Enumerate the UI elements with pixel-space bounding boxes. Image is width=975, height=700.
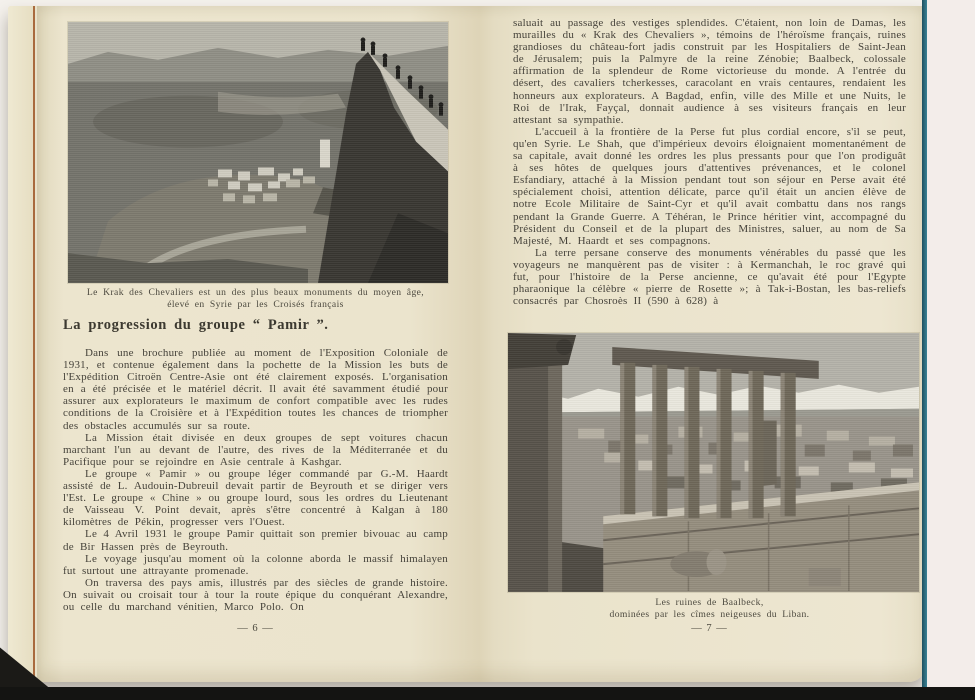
krak-photo-art (68, 22, 448, 283)
caption-line: Le Krak des Chevaliers est un des plus beaux monuments du moyen âge, (86, 287, 425, 298)
paragraph: L'accueil à la frontière de la Perse fut plus cordial encore, s'il se peut, qu'en Syrie. Le Shah, que d'impérieux devoirs éloignaient momentanément de sa capitale, avait donné les ordres les plus pressants pour que l'on prodiguât à ses hôtes de quelques jours d'attentives prévenances, et le colonel Esfandiary, attaché à la Mission pendant tout son séjour en Perse avait été spécialement choisi, attention délicate, parce qu'il était un ancien élève de notre Ecole Militaire de Saint-Cyr et qu'il avait combattu dans nos rangs pendant la Grande Guerre. A Téhéran, le Prince héritier vint, accompagné du Président du Conseil et de la plupart des Ministres, saluer, au nom de Sa Majesté, M. Haardt et ses compagnons. (513, 125, 906, 247)
caption-line: Les ruines de Baalbeck, (655, 597, 764, 608)
right-photo-caption (513, 597, 906, 620)
left-photo-caption (63, 287, 448, 310)
right-page-body (513, 17, 906, 329)
paragraph: saluait au passage des vestiges splendides. C'étaient, non loin de Damas, les murailles du « Krak des Chevaliers », témoins de l'héroïsme français, ruines grandioses du château-fort jadis construit par les Hospitaliers de Saint-Jean de Jérusalem; puis la Palmyre de la reine Zénobie; Baalbeck, colossale affirmation de la splendeur de Rome victorieuse du monde. A l'entrée du désert, des cavaliers tcherkesses, caracolant en vrais centaures, rendaient les honneurs aux explorateurs. A Bagdad, enfin, ville des Mille et une Nuits, le Roi de l'Irak, Fayçal, donnait audience à ses visiteurs français en leur attestant sa sympathie. (513, 17, 906, 126)
paragraph: La Mission était divisée en deux groupes de sept voitures chacun marchant l'un au devant de l'autre, des rives de la Méditerranée et du Pacifique pour se rejoindre en Asie centrale à Kashgar. (63, 431, 448, 468)
section-heading: La progression du groupe “ Pamir ”. (63, 317, 329, 333)
paragraph: Le 4 Avril 1931 le groupe Pamir quittait son premier bivouac au camp de Bir Hassen près de Beyrouth. (63, 528, 448, 553)
left-page-body (63, 347, 448, 621)
paragraph: La terre persane conserve des monuments vénérables du passé que les voyageurs ne manquèrent pas de visiter : à Kermanchah, le roc gravé qui fut, pour l'histoire de la Perse ancienne, ce qu'avait été pour l'Egypte pharaonique la célèbre « pierre de Rosette »; à Tak-i-Bostan, les bas-reliefs consacrés par Chosroès II (590 à 628) à (513, 246, 906, 308)
page-number-left: — 6 — (237, 623, 274, 634)
caption-line: dominées par les cîmes neigeuses du Liban. (609, 608, 810, 620)
page-number-right: — 7 — (691, 623, 728, 634)
paragraph: Le groupe « Pamir » ou groupe léger commandé par G.-M. Haardt assisté de L. Audouin-Dubreuil devait partir de Beyrouth et se diriger vers l'Est. Le groupe « Chine » ou groupe lourd, sous les ordres du Lieutenant de Vaisseau V. Point devait, après s'être concentré à Kalgan à 180 kilomètres de Pékin, progresser vers l'Ouest. (63, 467, 448, 529)
photo-krak-des-chevaliers (68, 22, 448, 283)
caption-line: élevé en Syrie par les Croisés français (167, 298, 344, 310)
paragraph: Le voyage jusqu'au moment où la colonne aborda le massif himalayen fut surtout une attrayante promenade. (63, 552, 448, 577)
paragraph: On traversa des pays amis, illustrés par des siècles de grande histoire. On suivait ou croisait tour à tour la route épique du conquérant Alexandre, ou celle du marchand vénitien, Marco Polo. On (63, 576, 448, 613)
baalbek-photo-art (508, 333, 919, 592)
photo-baalbek-ruins (508, 333, 919, 592)
paragraph: Dans une brochure publiée au moment de l'Exposition Coloniale de 1931, et contenue également dans la pochette de la Mission les buts de l'Expédition Citroën Centre-Asie ont été clairement exposés. L'organisation en a été précisée et le matériel décrit. Il avait été savamment étudié pour assurer aux explorateurs le maximum de confort compatible avec les rudes conditions de la Croisière et à l'Expédition toutes les chances de triompher des obstacles accumulés sur sa route. (63, 347, 448, 432)
